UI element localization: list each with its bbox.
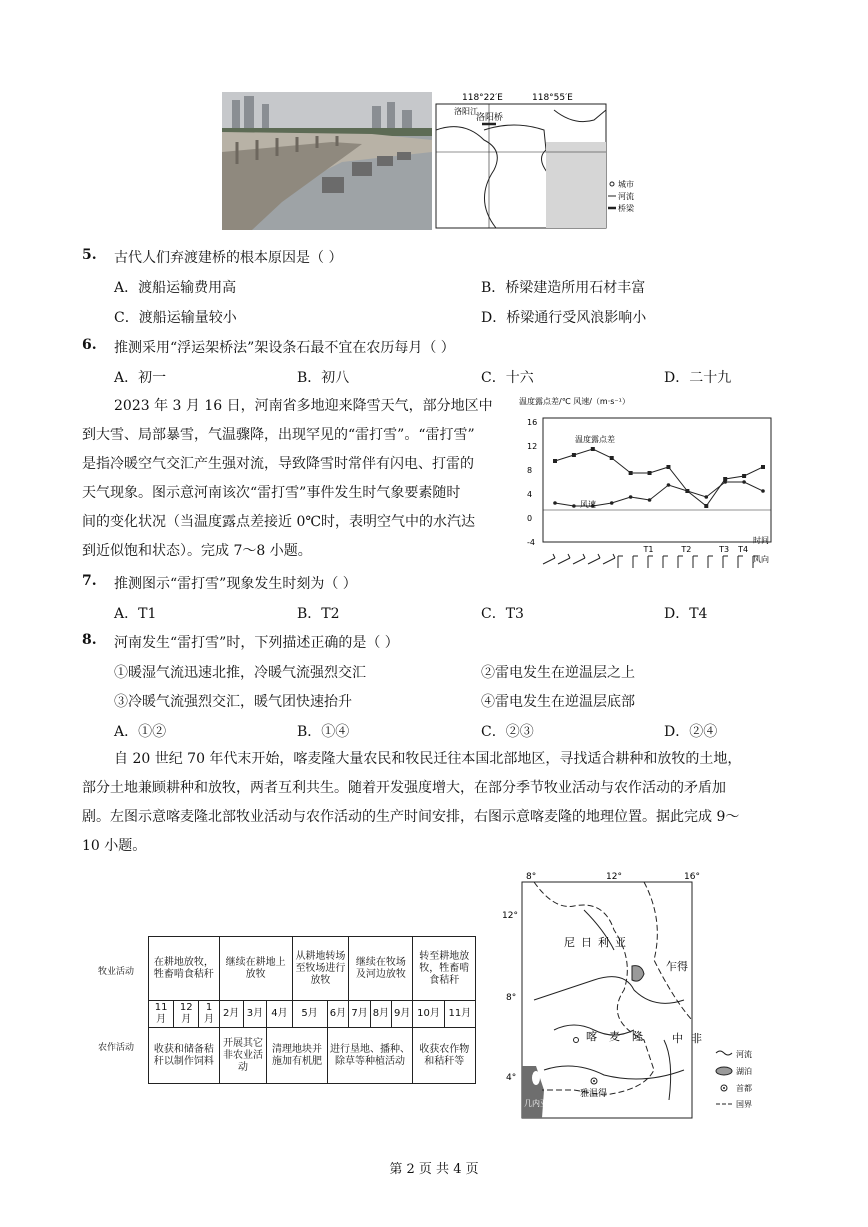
map2-lon-12: 12°: [606, 872, 622, 882]
page-footer: 第 2 页 共 4 页: [389, 1162, 479, 1177]
chart-point: [742, 480, 746, 484]
q7-option-d[interactable]: D．T4: [664, 606, 708, 622]
map2-lat-8: 8°: [506, 993, 517, 1003]
chart-point: [704, 504, 708, 508]
wind-barb: [723, 556, 728, 568]
q8-statement-1: ①暖湿气流迅速北推，冷暖气流强烈交汇: [114, 665, 366, 681]
map1-lon2: 118°55′E: [532, 93, 573, 103]
chart-point: [666, 465, 670, 469]
chart-series-label-1: 温度露点差: [575, 435, 615, 444]
passage2-line-1: 2023 年 3 月 16 日，河南省多地迎来降雪天气，部分地区中: [114, 398, 493, 414]
q8-number: 8.: [82, 632, 97, 648]
chart-y-tick: 0: [527, 514, 533, 523]
farming-cell: 收获农作物和秸秆等: [413, 1028, 476, 1084]
chart-point: [667, 483, 671, 487]
pastoral-cell: 继续在牧场及河边放牧: [349, 937, 413, 1001]
chart-y-tick: 8: [527, 466, 533, 475]
q8-option-a[interactable]: A．①②: [114, 724, 167, 740]
passage-cameroon: [82, 745, 787, 861]
q8-statement-3: ③冷暖气流强烈交汇，暖气团快速抬升: [114, 694, 352, 710]
passage3-line-1: 自 20 世纪 70 年代末开始，喀麦隆大量农民和牧民迁往本国北部地区，寻找适合耕种和放牧的土地，: [114, 751, 742, 767]
chart-x-tick: T4: [738, 545, 749, 554]
map2-legend-lake: 湖泊: [736, 1067, 752, 1076]
bridge-photo: [222, 92, 432, 230]
chart-point: [648, 498, 652, 502]
farming-cell: 开展其它非农业活动: [219, 1028, 267, 1084]
chart-x-tick: T1: [643, 545, 654, 554]
pastoral-cell: 在耕地放牧，牲畜啃食秸秆: [149, 937, 220, 1001]
q6-option-c[interactable]: C．十六: [481, 370, 534, 386]
month-cell: 6月: [327, 1001, 349, 1028]
q5-option-d[interactable]: D．桥梁通行受风浪影响小: [481, 310, 647, 326]
passage2-line-6: 到近似饱和状态）。完成 7～8 小题。: [82, 543, 312, 559]
map2-lat-4: 4°: [506, 1073, 517, 1083]
wind-barb: [633, 556, 638, 568]
month-cell: 10月: [413, 1001, 444, 1028]
wind-barb: [693, 556, 698, 568]
month-cell: 11月: [149, 1001, 174, 1028]
map1-legend-bridge: 桥梁: [618, 204, 634, 213]
q6-stem: 推测采用“浮运架桥法”架设条石最不宜在农历每月（ ）: [114, 340, 455, 356]
map1-legend-river: 河流: [618, 192, 634, 201]
q8-option-d[interactable]: D．②④: [664, 724, 718, 740]
chart-wind-label: 风向: [753, 555, 769, 564]
q7-option-c[interactable]: C．T3: [481, 606, 524, 622]
q6-option-b[interactable]: B．初八: [297, 370, 350, 386]
q6-option-d[interactable]: D．二十九: [664, 370, 732, 386]
map2-lon-16: 16°: [684, 872, 700, 882]
chart-point: [629, 471, 633, 475]
chart-point: [553, 459, 557, 463]
wind-barb: [663, 556, 668, 568]
wind-barb: [573, 554, 585, 564]
q5-number: 5.: [82, 247, 97, 263]
weather-chart: [515, 392, 780, 576]
passage2-line-5: 间的变化状况（当温度露点差接近 0℃时，表明空气中的水汽达: [82, 514, 476, 530]
q6-option-a[interactable]: A．初一: [114, 370, 167, 386]
cameroon-map: [494, 870, 774, 1126]
month-cell: 1月: [199, 1001, 219, 1028]
month-cell: 8月: [370, 1001, 391, 1028]
q5-option-b[interactable]: B．桥梁建造所用石材丰富: [481, 280, 646, 296]
month-cell: 3月: [243, 1001, 267, 1028]
passage2-line-4: 天气现象。图示意河南该次“雷打雪”事件发生时气象要素随时: [82, 485, 461, 501]
map2-label-nigeria: 尼日利亚: [564, 936, 632, 949]
chart-point: [610, 501, 614, 505]
passage3-line-4: 10 小题。: [82, 838, 147, 854]
farming-cell: 收获和储备秸秆以制作饲料: [149, 1028, 220, 1084]
month-cell: 2月: [219, 1001, 243, 1028]
map2-lat-12: 12°: [502, 911, 518, 921]
wind-barb: [678, 556, 683, 568]
chart-x-tick: T2: [681, 545, 692, 554]
map2-label-gulf: 几内亚湾: [524, 1099, 556, 1108]
chart-y-tick: 4: [527, 490, 533, 499]
chart-point: [572, 453, 576, 457]
q8-option-c[interactable]: C．②③: [481, 724, 534, 740]
chart-point: [704, 495, 708, 499]
chart-ylabel: 温度露点差/℃ 风速/（m·s⁻¹）: [519, 397, 630, 406]
map1-river: 洛阳江: [454, 107, 478, 116]
passage3-line-2: 部分土地兼顾耕种和放牧，两者互利共生。随着开发强度增大，在部分季节牧业活动与农作活动的矛盾加: [82, 780, 726, 796]
chart-point: [629, 495, 633, 499]
row-label-pastoral: 牧业活动: [98, 967, 135, 977]
map1-lon1: 118°22′E: [462, 93, 503, 103]
wind-barb: [603, 554, 615, 564]
passage2-line-2: 到大雪、局部暴雪，气温骤降，出现罕见的“雷打雪”。“雷打雪”: [82, 427, 475, 443]
wind-barb: [618, 556, 623, 568]
month-cell: 12月: [174, 1001, 199, 1028]
map1-legend-city: 城市: [618, 180, 634, 189]
wind-barb: [738, 556, 743, 568]
wind-barb: [708, 556, 713, 568]
chart-series-label-2: 风速: [580, 500, 596, 509]
map2-lon-8: 8°: [526, 872, 537, 882]
map2-label-cameroon: 喀麦隆: [586, 1030, 655, 1043]
pastoral-cell: 转至耕地放牧，牲畜啃食秸秆: [413, 937, 476, 1001]
chart-point: [572, 504, 576, 508]
chart-y-tick: 16: [527, 418, 538, 427]
chart-y-tick: 12: [527, 442, 538, 451]
chart-y-tick: -4: [527, 538, 535, 547]
pastoral-cell: 继续在耕地上放牧: [219, 937, 292, 1001]
luoyang-bridge-map: [434, 90, 649, 236]
month-cell: 4月: [267, 1001, 292, 1028]
q8-statement-2: ②雷电发生在逆温层之上: [481, 665, 635, 681]
map2-label-chad: 乍得: [666, 960, 688, 973]
farming-cell: 清理地块并施加有机肥: [267, 1028, 327, 1084]
month-cell: 9月: [392, 1001, 413, 1028]
q7-stem: 推测图示“雷打雪”现象发生时刻为（ ）: [114, 576, 357, 592]
month-cell: 11月: [444, 1001, 475, 1028]
month-cell: 5月: [292, 1001, 327, 1028]
map2-legend-border: 国界: [736, 1100, 752, 1109]
q8-statement-4: ④雷电发生在逆温层底部: [481, 694, 635, 710]
month-cell: 7月: [349, 1001, 370, 1028]
chart-point: [723, 480, 727, 484]
map1-bridge: 洛阳桥: [476, 113, 504, 123]
passage-thunder-snow: [82, 392, 512, 566]
chart-point: [686, 489, 690, 493]
chart-point: [553, 501, 557, 505]
wind-barb: [648, 556, 653, 568]
q7-option-a[interactable]: A．T1: [114, 606, 157, 622]
q5-option-c[interactable]: C．渡船运输量较小: [114, 310, 237, 326]
row-label-farming: 农作活动: [98, 1043, 135, 1053]
q7-number: 7.: [82, 573, 97, 589]
farming-cell: 进行垦地、播种、除草等种植活动: [327, 1028, 413, 1084]
chart-point: [761, 489, 765, 493]
chart-point: [761, 465, 765, 469]
q8-stem: 河南发生“雷打雪”时，下列描述正确的是（ ）: [114, 635, 399, 651]
wind-barb: [543, 554, 555, 564]
q6-number: 6.: [82, 337, 97, 353]
q5-stem: 古代人们弃渡建桥的根本原因是（ ）: [114, 250, 343, 266]
wind-barb: [558, 554, 570, 564]
map2-legend-river: 河流: [736, 1050, 752, 1059]
q8-option-b[interactable]: B．①④: [297, 724, 350, 740]
map2-label-yaounde: 雅温得: [580, 1089, 608, 1099]
passage2-line-3: 是指冷暖空气交汇产生强对流，导致降雪时常伴有闪电、打雷的: [82, 456, 474, 472]
pastoral-cell: 从耕地转场至牧场进行放牧: [292, 937, 349, 1001]
q7-option-b[interactable]: B．T2: [297, 606, 340, 622]
chart-point: [648, 471, 652, 475]
chart-point: [610, 456, 614, 460]
chart-x-tick: T3: [719, 545, 730, 554]
chart-point: [742, 474, 746, 478]
q5-option-a[interactable]: A．渡船运输费用高: [114, 280, 237, 296]
chart-xlabel: 时间: [753, 536, 769, 545]
map2-label-car: 中非: [672, 1032, 710, 1045]
map2-legend-capital: 首都: [736, 1084, 752, 1093]
passage3-line-3: 剧。左图示意喀麦隆北部牧业活动与农作活动的生产时间安排，右图示意喀麦隆的地理位置。据此完成 9～: [82, 809, 740, 825]
chart-point: [591, 447, 595, 451]
wind-barb: [588, 554, 600, 564]
